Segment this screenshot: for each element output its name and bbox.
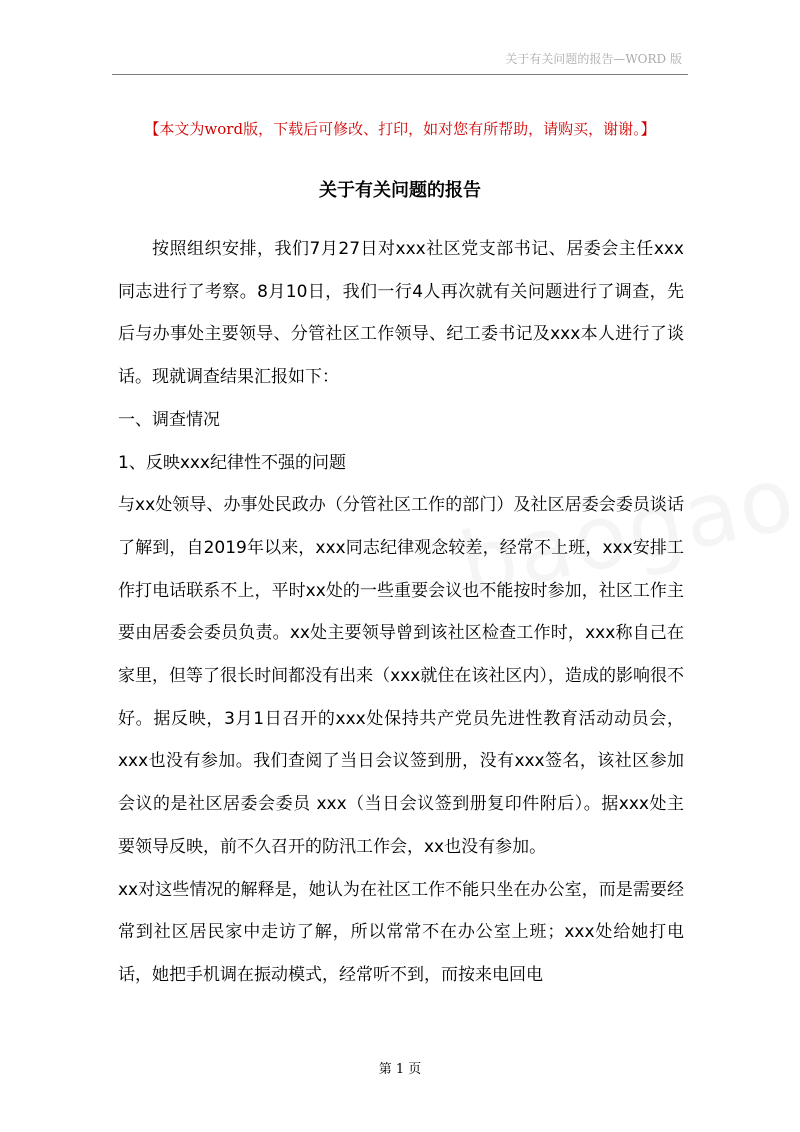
paragraph-explanation: xx对这些情况的解释是，她认为在社区工作不能只坐在办公室，而是需要经常到社区居民家中走访了解，所以常常不在办公室上班；xxx处给她打电话，她把手机调在振动模式，经常听不到，而按来电回电 xyxy=(118,879,684,985)
subsection-heading: 1、反映xxx纪律性不强的问题 xyxy=(118,452,346,473)
running-header: 关于有关问题的报告—WORD 版 xyxy=(505,52,682,66)
paragraph-findings: 与xx处领导、办事处民政办（分管社区工作的部门）及社区居委会委员谈话了解到，自2019年以来，xxx同志纪律观念较差，经常不上班，xxx安排工作打电话联系不上，平时xx处的一些重要会议也不能按时参加，社区工作主要由居委会委员负责。xx处主要领导曾到该社区检查工作时，xxx称自己在家里，但等了很长时间都没有出来（xxx就住在该社区内），造成的影响很不好。据反映，3月1日召开的xxx处保持共产党员先进性教育活动动员会，xxx也没有参加。我们查阅了当日会议签到册，没有xxx签名，该社区参加会议的是社区居委会委员 xxx（当日会议签到册复印件附后）。据xxx处主要领导反映，前不久召开的防汛工作会，xx也没有参加。 xyxy=(118,495,684,857)
download-notice: 【本文为word版，下载后可修改、打印，如对您有所帮助，请购买，谢谢。】 xyxy=(144,120,656,138)
document-title: 关于有关问题的报告 xyxy=(319,180,481,201)
page-number: 第 1 页 xyxy=(378,1062,422,1077)
paragraph-intro: 按照组织安排，我们7月27日对xxx社区党支部书记、居委会主任xxx同志进行了考察。8月10日，我们一行4人再次就有关问题进行了调查，先后与办事处主要领导、分管社区工作领导、纪工委书记及xxx本人进行了谈话。现就调查结果汇报如下： xyxy=(118,239,684,388)
document-body xyxy=(118,228,684,997)
header-divider xyxy=(112,74,688,75)
section-heading: 一、调查情况 xyxy=(118,409,220,430)
